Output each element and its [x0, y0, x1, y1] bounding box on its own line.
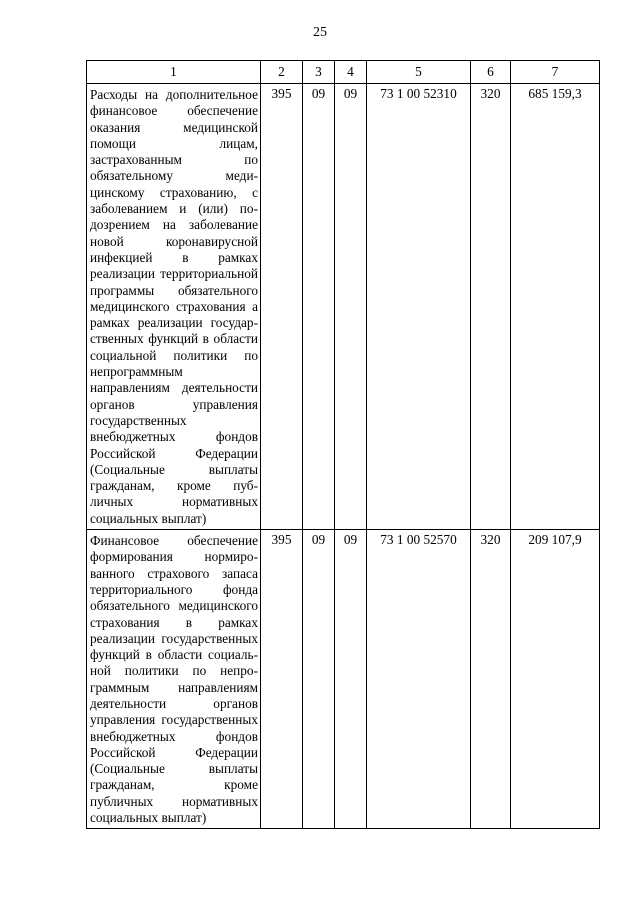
page-number: 25 [313, 25, 327, 40]
budget-table [86, 60, 600, 829]
row-expense-type-code: 320 [471, 84, 511, 530]
row-description: Финансовое обеспечение формирования нормированного страхового запаса территориального фонда обязательного медицинского страхования в рамках реализации государственных функций в области социальной политики по непрограммным направлениям деятельности органов управления государственных внебюджетных фондов Российской Федерации (Социальные выплаты гражданам, кроме публичных нормативных социальных выплат) [87, 530, 261, 829]
row-target-code: 73 1 00 52570 [367, 530, 471, 829]
table-row [87, 530, 600, 829]
row-subsection-code: 09 [335, 530, 367, 829]
row-amount: 209 107,9 [511, 530, 600, 829]
column-header: 6 [471, 61, 511, 84]
row-section-code: 09 [303, 530, 335, 829]
column-header: 1 [87, 61, 261, 84]
column-header: 5 [367, 61, 471, 84]
row-target-code: 73 1 00 52310 [367, 84, 471, 530]
header-row [87, 61, 600, 84]
row-amount: 685 159,3 [511, 84, 600, 530]
table-row [87, 84, 600, 530]
row-section-code: 09 [303, 84, 335, 530]
row-subsection-code: 09 [335, 84, 367, 530]
column-header: 3 [303, 61, 335, 84]
row-description: Расходы на дополнительное финансовое обеспечение оказания медицинской помощи лицам, застрахованным по обязательному медицинскому страхованию, с заболеванием и (или) подозрением на заболевание новой коронавирусной инфекцией в рамках реализации территориальной программы обязательного медицинского страхования а рамках реализации государственных функций в области социальной политики по непрограммным направлениям деятельности органов управления государственных внебюджетных фондов Российской Федерации (Социальные выплаты гражданам, кроме публичных нормативных социальных выплат) [87, 84, 261, 530]
row-expense-type-code: 320 [471, 530, 511, 829]
row-ministry-code: 395 [261, 530, 303, 829]
column-header: 4 [335, 61, 367, 84]
column-header: 7 [511, 61, 600, 84]
row-ministry-code: 395 [261, 84, 303, 530]
column-header: 2 [261, 61, 303, 84]
